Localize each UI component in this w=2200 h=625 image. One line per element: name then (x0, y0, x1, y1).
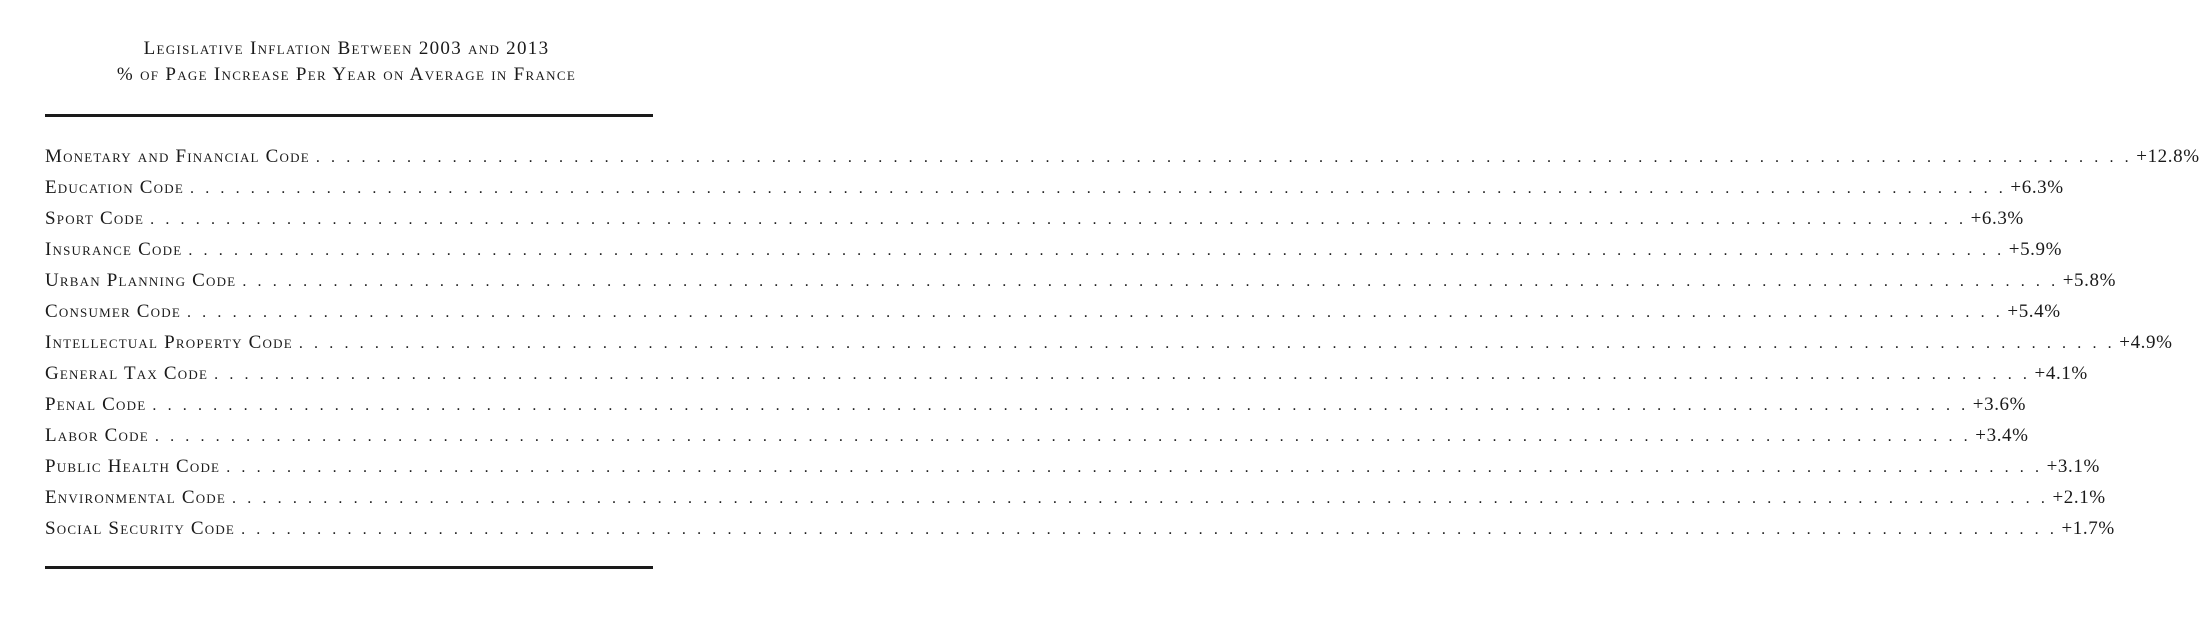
increase-value: +3.1% (2046, 456, 2100, 477)
table-row (45, 141, 2200, 172)
code-name: Monetary and Financial Code (45, 146, 310, 167)
table-row (45, 389, 2027, 420)
table-row (45, 296, 2061, 327)
code-name: Social Security Code (45, 518, 236, 539)
increase-value: +2.1% (2052, 487, 2106, 508)
top-rule (45, 114, 653, 117)
code-name: Labor Code (45, 425, 149, 446)
increase-value: +6.3% (2010, 177, 2064, 198)
increase-value: +3.6% (1972, 394, 2027, 415)
bottom-rule (45, 566, 653, 569)
code-name: General Tax Code (45, 363, 209, 384)
table-row (45, 172, 2064, 203)
table-row (45, 203, 2024, 234)
dot-leader: . . . . . . . . . . . . . . . . . . . . . . . . . . . . . . . . . . . . . . . . . . . . . . . . . . . . . . . . . . . . . . . . . . . . . . . . . . . . . . . . . . . . . . . . . . . . . . . . . . . . . . . . . . . . . . . . . . . . . . . . (186, 304, 2004, 321)
code-name: Insurance Code (45, 239, 183, 260)
dot-leader: . . . . . . . . . . . . . . . . . . . . . . . . . . . . . . . . . . . . . . . . . . . . . . . . . . . . . . . . . . . . . . . . . . . . . . . . . . . . . . . . . . . . . . . . . . . . . . . . . . . . . . . . . . . . . . . . . . . . . . . . (152, 397, 1969, 414)
increase-value: +1.7% (2061, 518, 2115, 539)
dot-leader: . . . . . . . . . . . . . . . . . . . . . . . . . . . . . . . . . . . . . . . . . . . . . . . . . . . . . . . . . . . . . . . . . . . . . . . . . . . . . . . . . . . . . . . . . . . . . . . . . . . . . . . . . . . . . . . . . . . . . . . . (242, 273, 2059, 290)
table-row (45, 420, 2029, 451)
dot-leader: . . . . . . . . . . . . . . . . . . . . . . . . . . . . . . . . . . . . . . . . . . . . . . . . . . . . . . . . . . . . . . . . . . . . . . . . . . . . . . . . . . . . . . . . . . . . . . . . . . . . . . . . . . . . . . . . . . . . . . . . (298, 335, 2116, 352)
dot-leader: . . . . . . . . . . . . . . . . . . . . . . . . . . . . . . . . . . . . . . . . . . . . . . . . . . . . . . . . . . . . . . . . . . . . . . . . . . . . . . . . . . . . . . . . . . . . . . . . . . . . . . . . . . . . . . . . . . . . . . . . (188, 242, 2005, 259)
title-line-2: % of Page Increase Per Year on Average in France (116, 64, 577, 85)
code-name: Penal Code (45, 394, 147, 415)
code-list (45, 141, 2200, 544)
title-block (0, 36, 693, 88)
code-name: Sport Code (45, 208, 145, 229)
increase-value: +4.9% (2119, 332, 2173, 353)
code-name: Education Code (45, 177, 184, 198)
code-name: Consumer Code (45, 301, 181, 322)
table-row (45, 234, 2063, 265)
dot-leader: . . . . . . . . . . . . . . . . . . . . . . . . . . . . . . . . . . . . . . . . . . . . . . . . . . . . . . . . . . . . . . . . . . . . . . . . . . . . . . . . . . . . . . . . . . . . . . . . . . . . . . . . . . . . . . . . . . . . . . . . (214, 366, 2031, 383)
code-name: Intellectual Property Code (45, 332, 293, 353)
code-name: Public Health Code (45, 456, 221, 477)
title-line-1: Legislative Inflation Between 2003 and 2013 (143, 38, 550, 59)
increase-value: +5.8% (2062, 270, 2117, 291)
increase-value: +5.4% (2007, 301, 2061, 322)
dot-leader: . . . . . . . . . . . . . . . . . . . . . . . . . . . . . . . . . . . . . . . . . . . . . . . . . . . . . . . . . . . . . . . . . . . . . . . . . . . . . . . . . . . . . . . . . . . . . . . . . . . . . . . . . . . . . . . . . . . . . . . . (226, 459, 2043, 476)
dot-leader: . . . . . . . . . . . . . . . . . . . . . . . . . . . . . . . . . . . . . . . . . . . . . . . . . . . . . . . . . . . . . . . . . . . . . . . . . . . . . . . . . . . . . . . . . . . . . . . . . . . . . . . . . . . . . . . . . . . . . . . . (150, 211, 1967, 228)
dot-leader: . . . . . . . . . . . . . . . . . . . . . . . . . . . . . . . . . . . . . . . . . . . . . . . . . . . . . . . . . . . . . . . . . . . . . . . . . . . . . . . . . . . . . . . . . . . . . . . . . . . . . . . . . . . . . . . . . . . . . . . . (241, 521, 2058, 538)
table-row (45, 451, 2100, 482)
increase-value: +5.9% (2008, 239, 2063, 260)
dot-leader: . . . . . . . . . . . . . . . . . . . . . . . . . . . . . . . . . . . . . . . . . . . . . . . . . . . . . . . . . . . . . . . . . . . . . . . . . . . . . . . . . . . . . . . . . . . . . . . . . . . . . . . . . . . . . . . . . . . . . . . . (232, 490, 2049, 507)
table-row (45, 327, 2173, 358)
increase-value: +6.3% (1970, 208, 2024, 229)
dot-leader: . . . . . . . . . . . . . . . . . . . . . . . . . . . . . . . . . . . . . . . . . . . . . . . . . . . . . . . . . . . . . . . . . . . . . . . . . . . . . . . . . . . . . . . . . . . . . . . . . . . . . . . . . . . . . . . . . . . . . . . . (315, 149, 2133, 166)
increase-value: +3.4% (1975, 425, 2029, 446)
code-name: Environmental Code (45, 487, 227, 508)
dot-leader: . . . . . . . . . . . . . . . . . . . . . . . . . . . . . . . . . . . . . . . . . . . . . . . . . . . . . . . . . . . . . . . . . . . . . . . . . . . . . . . . . . . . . . . . . . . . . . . . . . . . . . . . . . . . . . . . . . . . . . . . (190, 180, 2007, 197)
increase-value: +4.1% (2034, 363, 2088, 384)
table-row (45, 265, 2117, 296)
dot-leader: . . . . . . . . . . . . . . . . . . . . . . . . . . . . . . . . . . . . . . . . . . . . . . . . . . . . . . . . . . . . . . . . . . . . . . . . . . . . . . . . . . . . . . . . . . . . . . . . . . . . . . . . . . . . . . . . . . . . . . . . (154, 428, 1972, 445)
table-row (45, 482, 2106, 513)
increase-value: +12.8% (2136, 146, 2200, 167)
table-row (45, 358, 2088, 389)
table-row (45, 513, 2115, 544)
code-name: Urban Planning Code (45, 270, 237, 291)
